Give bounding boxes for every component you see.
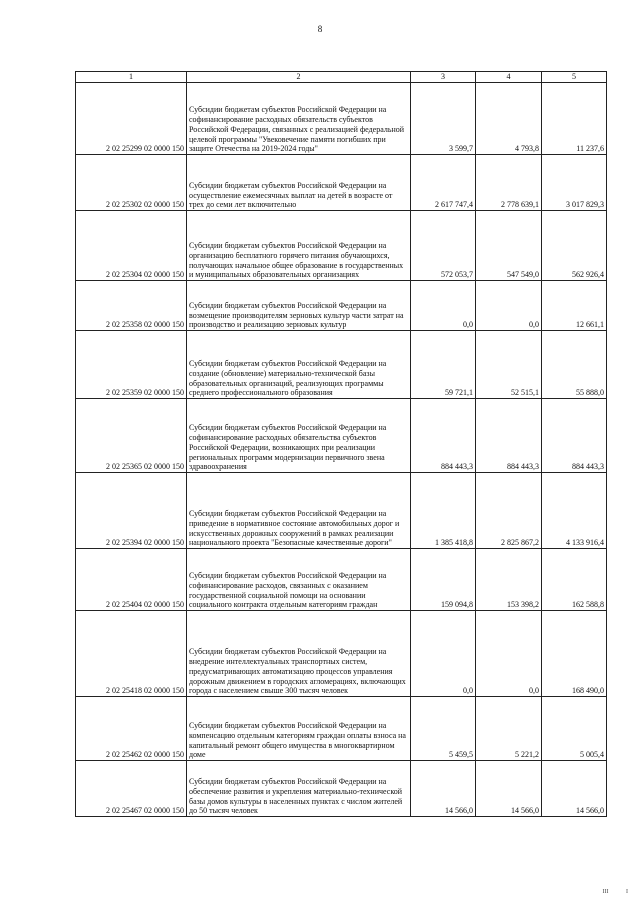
row-description: Субсидии бюджетам субъектов Российской Федерации на софинансирование расходных обязательства субъектов Российской Федерации, возникающих при реализации региональных программ модернизации первичного звена здравоохранения [187, 399, 411, 473]
row-code: 2 02 25302 02 0000 150 [76, 155, 187, 211]
row-code: 2 02 25404 02 0000 150 [76, 549, 187, 611]
row-description: Субсидии бюджетам субъектов Российской Федерации на приведение в нормативное состояние автомобильных дорог и искусственных дорожных сооружений в рамках реализации национального проекта "Безопасные качественные дороги" [187, 473, 411, 549]
row-value-col4: 153 398,2 [476, 549, 542, 611]
row-description: Субсидии бюджетам субъектов Российской Федерации на внедрение интеллектуальных транспортных систем, предусматривающих автоматизацию процессов управления дорожным движением в городских агломерациях, включающих города с населением свыше 300 тысяч человек [187, 611, 411, 697]
row-description: Субсидии бюджетам субъектов Российской Федерации на компенсацию отдельным категориям граждан оплаты взноса на капитальный ремонт общего имущества в многоквартирном доме [187, 697, 411, 761]
row-value-col3: 14 566,0 [411, 761, 476, 817]
row-value-col3: 2 617 747,4 [411, 155, 476, 211]
table-row [76, 399, 607, 473]
row-code: 2 02 25359 02 0000 150 [76, 331, 187, 399]
column-header: 4 [476, 72, 542, 83]
row-value-col3: 59 721,1 [411, 331, 476, 399]
row-value-col4: 5 221,2 [476, 697, 542, 761]
row-code: 2 02 25365 02 0000 150 [76, 399, 187, 473]
row-value-col3: 159 094,8 [411, 549, 476, 611]
row-value-col5: 562 926,4 [542, 211, 607, 281]
row-value-col4: 547 549,0 [476, 211, 542, 281]
row-value-col4: 884 443,3 [476, 399, 542, 473]
column-header: 5 [542, 72, 607, 83]
row-code: 2 02 25462 02 0000 150 [76, 697, 187, 761]
budget-table [75, 71, 607, 817]
row-value-col5: 168 490,0 [542, 611, 607, 697]
page-number: 8 [317, 24, 323, 34]
row-value-col5: 3 017 829,3 [542, 155, 607, 211]
row-description: Субсидии бюджетам субъектов Российской Федерации на софинансирование расходных обязательств субъектов Российской Федерации, связанных с реализацией федеральной целевой программы "Увековечение памяти погибших при защите Отечества на 2019-2024 годы" [187, 83, 411, 155]
table-row [76, 331, 607, 399]
row-value-col3: 3 599,7 [411, 83, 476, 155]
footer-mark: III [602, 889, 609, 895]
footer-marks [587, 889, 629, 895]
row-value-col3: 0,0 [411, 611, 476, 697]
column-header: 3 [411, 72, 476, 83]
row-code: 2 02 25304 02 0000 150 [76, 211, 187, 281]
row-description: Субсидии бюджетам субъектов Российской Федерации на осуществление ежемесячных выплат на детей в возрасте от трех до семи лет включительно [187, 155, 411, 211]
row-value-col4: 52 515,1 [476, 331, 542, 399]
row-value-col4: 0,0 [476, 281, 542, 331]
row-value-col4: 2 825 867,2 [476, 473, 542, 549]
table-row [76, 697, 607, 761]
row-value-col4: 2 778 639,1 [476, 155, 542, 211]
row-value-col3: 572 053,7 [411, 211, 476, 281]
table-header-row [76, 72, 607, 83]
row-value-col3: 884 443,3 [411, 399, 476, 473]
row-description: Субсидии бюджетам субъектов Российской Федерации на организацию бесплатного горячего питания обучающихся, получающих начальное общее образование в государственных и муниципальных образовательных организациях [187, 211, 411, 281]
table-row [76, 281, 607, 331]
row-value-col3: 1 385 418,8 [411, 473, 476, 549]
row-description: Субсидии бюджетам субъектов Российской Федерации на возмещение производителям зерновых культур части затрат на производство и реализацию зерновых культур [187, 281, 411, 331]
table-row [76, 211, 607, 281]
footer-mark: I [626, 889, 628, 895]
table-row [76, 473, 607, 549]
row-value-col5: 12 661,1 [542, 281, 607, 331]
table-row [76, 83, 607, 155]
row-value-col5: 4 133 916,4 [542, 473, 607, 549]
row-code: 2 02 25467 02 0000 150 [76, 761, 187, 817]
row-value-col5: 884 443,3 [542, 399, 607, 473]
column-header: 1 [76, 72, 187, 83]
column-header: 2 [187, 72, 411, 83]
row-description: Субсидии бюджетам субъектов Российской Федерации на софинансирование расходов, связанных с оказанием государственной социальной помощи на основании социального контракта отдельным категориям граждан [187, 549, 411, 611]
row-code: 2 02 25394 02 0000 150 [76, 473, 187, 549]
row-value-col4: 14 566,0 [476, 761, 542, 817]
table-row [76, 761, 607, 817]
table-row [76, 549, 607, 611]
row-code: 2 02 25358 02 0000 150 [76, 281, 187, 331]
row-value-col5: 11 237,6 [542, 83, 607, 155]
row-value-col5: 55 888,0 [542, 331, 607, 399]
row-value-col5: 5 005,4 [542, 697, 607, 761]
row-value-col4: 4 793,8 [476, 83, 542, 155]
row-value-col5: 162 588,8 [542, 549, 607, 611]
row-code: 2 02 25418 02 0000 150 [76, 611, 187, 697]
table-row [76, 155, 607, 211]
table-row [76, 611, 607, 697]
row-description: Субсидии бюджетам субъектов Российской Федерации на создание (обновление) материально-технической базы образовательных организаций, реализующих программы среднего профессионального образования [187, 331, 411, 399]
row-code: 2 02 25299 02 0000 150 [76, 83, 187, 155]
row-description: Субсидии бюджетам субъектов Российской Федерации на обеспечение развития и укрепления материально-технической базы домов культуры в населенных пунктах с числом жителей до 50 тысяч человек [187, 761, 411, 817]
row-value-col4: 0,0 [476, 611, 542, 697]
row-value-col5: 14 566,0 [542, 761, 607, 817]
row-value-col3: 0,0 [411, 281, 476, 331]
row-value-col3: 5 459,5 [411, 697, 476, 761]
